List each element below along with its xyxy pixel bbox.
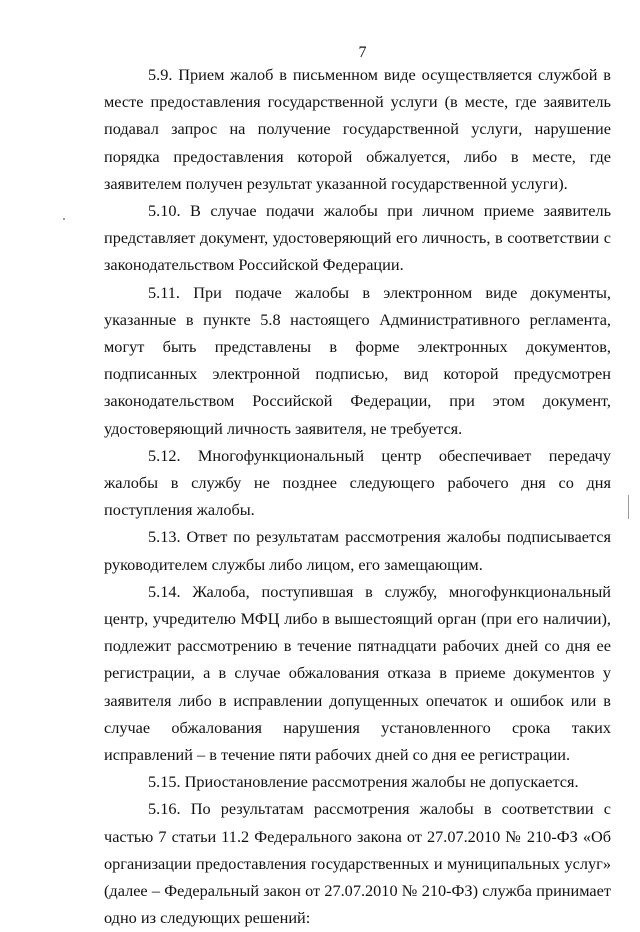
paragraph-5-11: 5.11. При подаче жалобы в электронном виде документы, указанные в пункте 5.8 настоящего Административного регламента, могут быть представлены в форме электронных документов, подписанных электронной подписью, вид которой предусмотрен законодательством Российской Федерации, при этом документ, удостоверяющий личность заявителя, не требуется.: [104, 282, 611, 438]
page-number: 7: [358, 44, 367, 61]
paragraph-5-12: 5.12. Многофункциональный центр обеспечивает передачу жалобы в службу не позднее следующего рабочего дня со дня поступления жалобы.: [104, 445, 611, 520]
paragraph-5-16: 5.16. По результатам рассмотрения жалобы в соответствии с частью 7 статьи 11.2 Федерального закона от 27.07.2010 № 210-ФЗ «Об организации предоставления государственных и муниципальных услуг» (далее – Федеральный закон от 27.07.2010 № 210-ФЗ) служба принимает одно из следующих решений:: [104, 799, 611, 928]
paragraph-5-14: 5.14. Жалоба, поступившая в службу, многофункциональный центр, учредителю МФЦ либо в вышестоящий орган (при его наличии), подлежит рассмотрению в течение пятнадцати рабочих дней со дня ее регистрации, а в случае обжалования отказа в приеме документов у заявителя либо в исправлении допущенных опечаток и ошибок или в случае обжалования нарушения установленного срока таких исправлений – в течение пяти рабочих дней со дня ее регистрации.: [104, 581, 611, 765]
document-body: [104, 61, 611, 932]
paragraph-5-15: 5.15. Приостановление рассмотрения жалобы не допускается.: [148, 772, 579, 792]
scan-edge-mark: [628, 495, 629, 519]
scan-speck: [63, 218, 65, 220]
paragraph-5-13: 5.13. Ответ по результатам рассмотрения жалобы подписывается руководителем службы либо лицом, его замещающим.: [104, 527, 611, 574]
paragraph-5-10: 5.10. В случае подачи жалобы при личном приеме заявитель представляет документ, удостоверяющий его личность, в соответствии с законодательством Российской Федерации.: [104, 201, 611, 275]
paragraph-5-9: 5.9. Прием жалоб в письменном виде осуществляется службой в месте предоставления государственной услуги (в месте, где заявитель подавал запрос на получение государственной услуги, нарушение порядка предоставления которой обжалуется, либо в месте, где заявителем получен результат указанной государственной услуги).: [104, 65, 611, 193]
